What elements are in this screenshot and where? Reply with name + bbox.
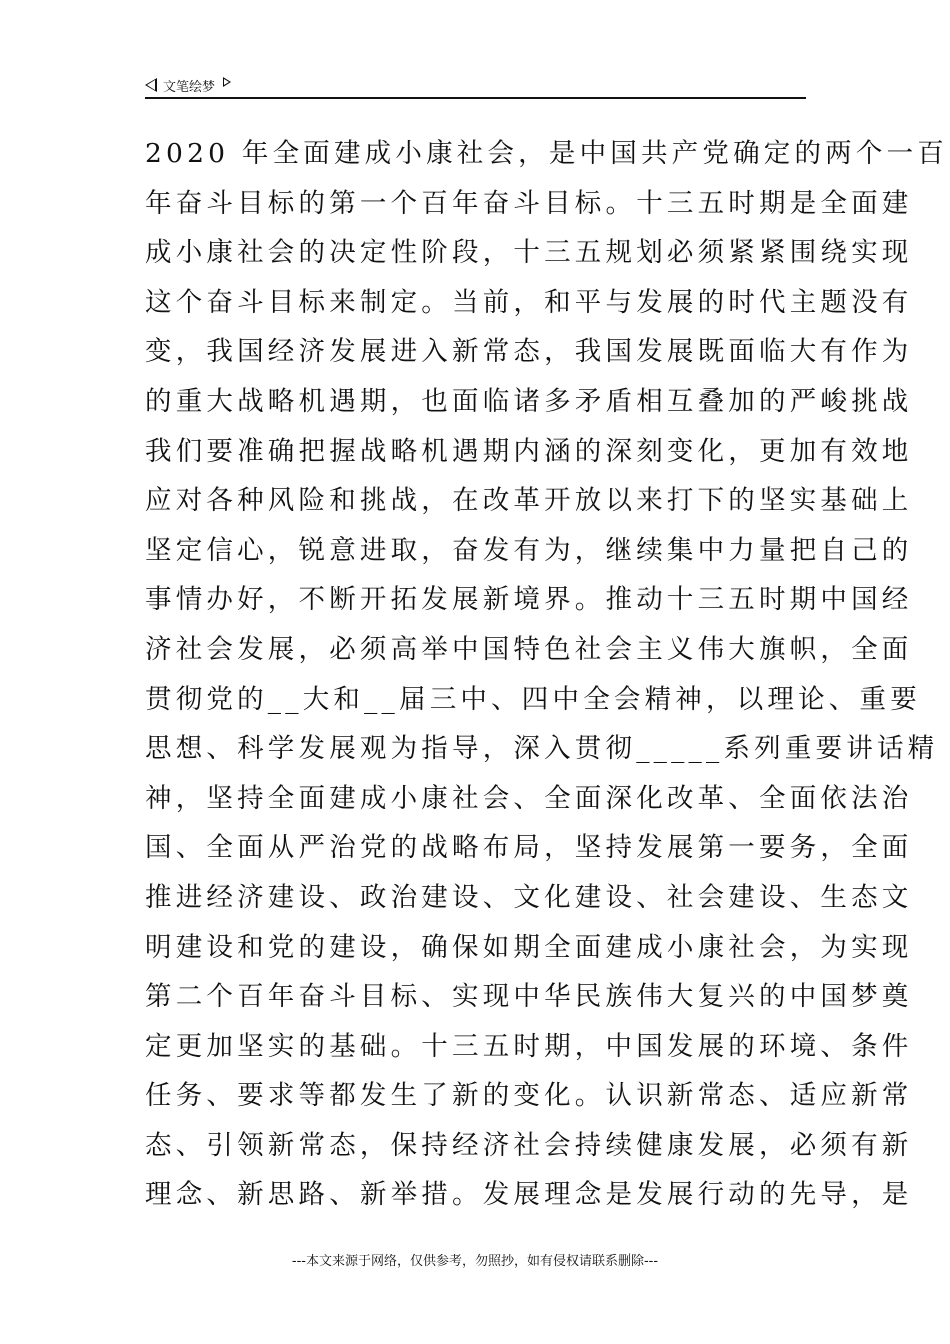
header-title: 文笔绘梦 [163,79,216,95]
text-line: 贯彻党的__大和__届三中、四中全会精神，以理论、重要 [145,683,921,715]
text-line: 第二个百年奋斗目标、实现中华民族伟大复兴的中国梦奠 [145,981,913,1013]
text-line: 思想、科学发展观为指导，深入贯彻_____系列重要讲话精 [145,733,939,765]
text-line: 任务、要求等都发生了新的变化。认识新常态、适应新常 [145,1080,913,1112]
text-line: 应对各种风险和挑战，在改革开放以来打下的坚实基础上 [145,485,913,517]
header-divider [145,97,806,99]
text-line: 推进经济建设、政治建设、文化建设、社会建设、生态文 [145,881,913,913]
text-line: 这个奋斗目标来制定。当前，和平与发展的时代主题没有 [145,286,913,318]
triangle-right-icon [223,77,231,87]
text-line: 坚定信心，锐意进取，奋发有为，继续集中力量把自己的 [145,534,913,566]
text-line: 的重大战略机遇期，也面临诸多矛盾相互叠加的严峻挑战 [145,385,913,417]
page-header [145,74,805,96]
text-line: 成小康社会的决定性阶段，十三五规划必须紧紧围绕实现 [145,237,913,269]
text-line: 2020 年全面建成小康社会，是中国共产党确定的两个一百 [145,138,948,169]
text-line: 国、全面从严治党的战略布局，坚持发展第一要务，全面 [145,832,913,864]
text-line: 我们要准确把握战略机遇期内涵的深刻变化，更加有效地 [145,435,913,467]
text-line: 态、引领新常态，保持经济社会持续健康发展，必须有新 [145,1129,913,1161]
text-line: 理念、新思路、新举措。发展理念是发展行动的先导，是 [145,1179,913,1211]
text-line: 济社会发展，必须高举中国特色社会主义伟大旗帜，全面 [145,633,913,665]
text-line: 神，坚持全面建成小康社会、全面深化改革、全面依法治 [145,782,913,814]
text-line: 明建设和党的建设，确保如期全面建成小康社会，为实现 [145,931,913,963]
text-line: 事情办好，不断开拓发展新境界。推动十三五时期中国经 [145,584,913,616]
footer-notice: ---本文来源于网络，仅供参考，勿照抄，如有侵权请联系删除--- [291,1254,659,1269]
text-line: 年奋斗目标的第一个百年奋斗目标。十三五时期是全面建 [145,187,913,219]
text-line: 变，我国经济发展进入新常态，我国发展既面临大有作为 [145,336,913,368]
text-line: 定更加坚实的基础。十三五时期，中国发展的环境、条件 [145,1030,913,1062]
document-body [145,129,948,1220]
triangle-left-icon [145,78,157,92]
